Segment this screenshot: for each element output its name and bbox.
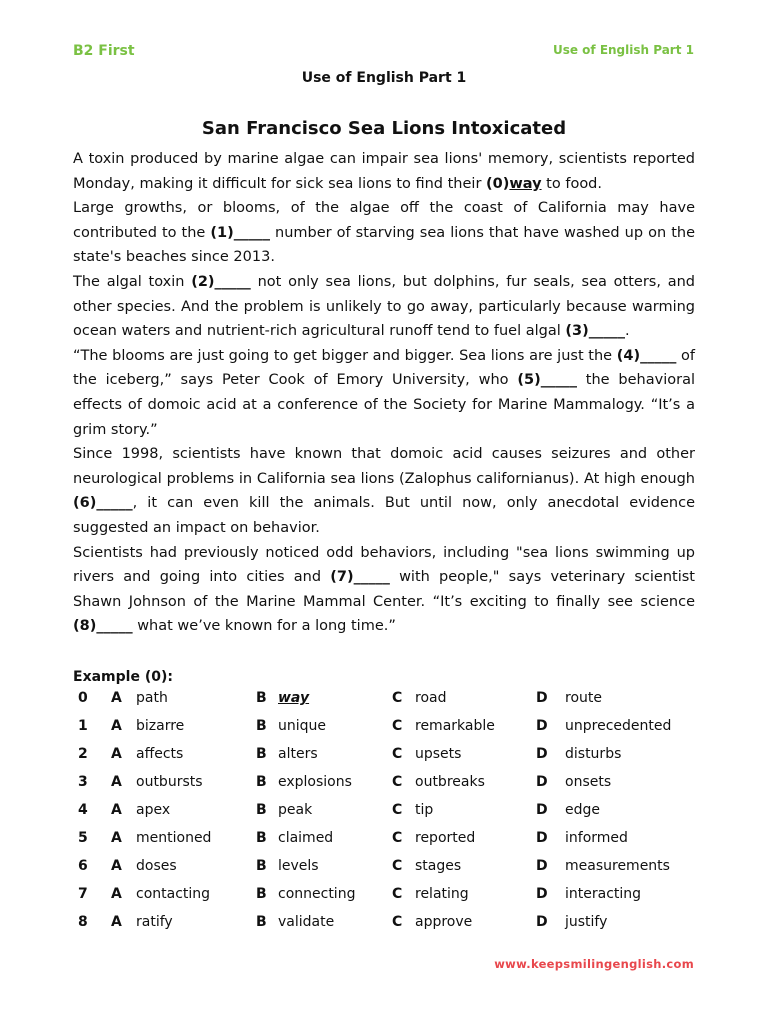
paragraph-4: “The blooms are just going to get bigger and bigger. Sea lions are just the (4)_____ of the iceberg,” says Peter Cook of Emory University, who (5)_____ the behavioral effects of domoic acid at a conference of the Society for Marine Mammalogy. “It’s a grim story.” [73,347,695,438]
option-b: peak [278,802,313,818]
option-row [73,826,695,854]
letter-b: B [256,886,267,902]
option-a: outbursts [136,774,203,790]
option-row [73,686,695,714]
option-row [73,770,695,798]
option-d: informed [565,830,628,846]
option-b-example-answer: way [278,690,310,706]
letter-d: D [536,886,548,902]
letter-a: A [111,718,122,734]
letter-a: A [111,746,122,762]
option-c: remarkable [415,718,495,734]
option-a: apex [136,802,171,818]
letter-b: B [256,690,267,706]
paragraph-1: A toxin produced by marine algae can impair sea lions' memory, scientists reported Monday, making it difficult for sick sea lions to find their (0)way to food. [73,151,695,192]
gap-1: (1)_____ [210,224,270,241]
gap-4: (4)_____ [616,347,677,364]
letter-a: A [111,690,122,706]
question-number: 7 [78,886,88,902]
letter-d: D [536,718,548,734]
letter-a: A [111,802,122,818]
letter-c: C [392,774,403,790]
gap-2: (2)_____ [191,273,251,290]
letter-c: C [392,886,403,902]
gap-3: (3)_____ [565,323,625,340]
gap-0: (0) [486,175,510,192]
paragraph-2: Large growths, or blooms, of the algae off the coast of California may have contributed to the (1)_____ number of starving sea lions that have washed up on the state's beaches since 2013. [73,200,696,266]
gap-7: (7)_____ [330,569,390,586]
option-row [73,798,695,826]
letter-d: D [536,690,548,706]
letter-c: C [392,858,403,874]
option-d: justify [565,914,608,930]
letter-c: C [392,690,403,706]
section-label: Use of English Part 1 [552,43,694,57]
letter-b: B [256,774,267,790]
letter-b: B [256,830,267,846]
letter-a: A [111,914,122,930]
letter-c: C [392,802,403,818]
option-d: disturbs [565,746,622,762]
question-number: 0 [78,690,88,706]
letter-a: A [111,774,122,790]
gap-8: (8)_____ [73,618,133,635]
option-d: interacting [565,886,642,902]
letter-c: C [392,718,403,734]
question-number: 6 [78,858,88,874]
option-row [73,742,695,770]
page-title: San Francisco Sea Lions Intoxicated [201,118,567,139]
option-c: approve [415,914,473,930]
gap-6: (6)_____ [73,495,133,512]
option-c: tip [415,802,434,818]
level-label: B2 First [73,43,135,59]
option-d: edge [565,802,600,818]
option-row [73,882,695,910]
letter-d: D [536,830,548,846]
question-number: 3 [78,774,88,790]
gap-5: (5)_____ [517,372,577,389]
gap-0-answer: way [509,175,542,192]
option-a: contacting [136,886,211,902]
letter-c: C [392,830,403,846]
option-c: reported [415,830,476,846]
letter-b: B [256,746,267,762]
option-a: ratify [136,914,173,930]
options-table [73,686,695,938]
question-number: 2 [78,746,88,762]
option-a: affects [136,746,184,762]
option-b: validate [278,914,335,930]
question-number: 8 [78,914,88,930]
option-b: claimed [278,830,334,846]
option-c: outbreaks [415,774,485,790]
option-c: stages [415,858,462,874]
option-b: unique [278,718,327,734]
letter-a: A [111,830,122,846]
option-a: mentioned [136,830,212,846]
example-label: Example (0): [73,669,173,685]
option-a: doses [136,858,177,874]
option-d: measurements [565,858,670,874]
question-number: 1 [78,718,88,734]
option-row [73,910,695,938]
option-d: route [565,690,602,706]
letter-d: D [536,774,548,790]
letter-b: B [256,718,267,734]
option-a: path [136,690,168,706]
letter-d: D [536,858,548,874]
question-number: 5 [78,830,88,846]
letter-d: D [536,802,548,818]
letter-a: A [111,886,122,902]
option-b: connecting [278,886,356,902]
question-number: 4 [78,802,88,818]
paragraph-6: Scientists had previously noticed odd behaviors, including "sea lions swimming up rivers and going into cities and (7)_____ with people," says veterinary scientist Shawn Johnson of the Marine Mammal Center. “It’s exciting to finally see science (8)_____ what we’ve known for a long time.” [73,544,695,635]
option-b: explosions [278,774,352,790]
letter-b: B [256,914,267,930]
option-c: road [415,690,447,706]
letter-d: D [536,746,548,762]
letter-b: B [256,802,267,818]
website-link[interactable]: www.keepsmilingenglish.com [494,957,694,971]
letter-b: B [256,858,267,874]
option-row [73,714,695,742]
option-d: onsets [565,774,612,790]
option-c: upsets [415,746,462,762]
paragraph-3: The algal toxin (2)_____ not only sea lions, but dolphins, fur seals, sea otters, and other species. And the problem is unlikely to go away, particularly because warming ocean waters and nutrient-rich agricultural runoff tend to fuel algal (3)_____. [73,273,695,340]
paragraph-5: Since 1998, scientists have known that domoic acid causes seizures and other neurological problems in California sea lions (Zalophus californianus). At high enough (6)_____, it can even kill the animals. But until now, only anecdotal evidence suggested an impact on behavior. [73,446,695,536]
passage [73,147,695,639]
letter-c: C [392,914,403,930]
option-row [73,854,695,882]
option-a: bizarre [136,718,185,734]
option-b: alters [278,746,318,762]
letter-c: C [392,746,403,762]
option-c: relating [415,886,469,902]
option-b: levels [278,858,319,874]
letter-a: A [111,858,122,874]
page-subtitle: Use of English Part 1 [301,70,467,86]
option-d: unprecedented [565,718,672,734]
letter-d: D [536,914,548,930]
